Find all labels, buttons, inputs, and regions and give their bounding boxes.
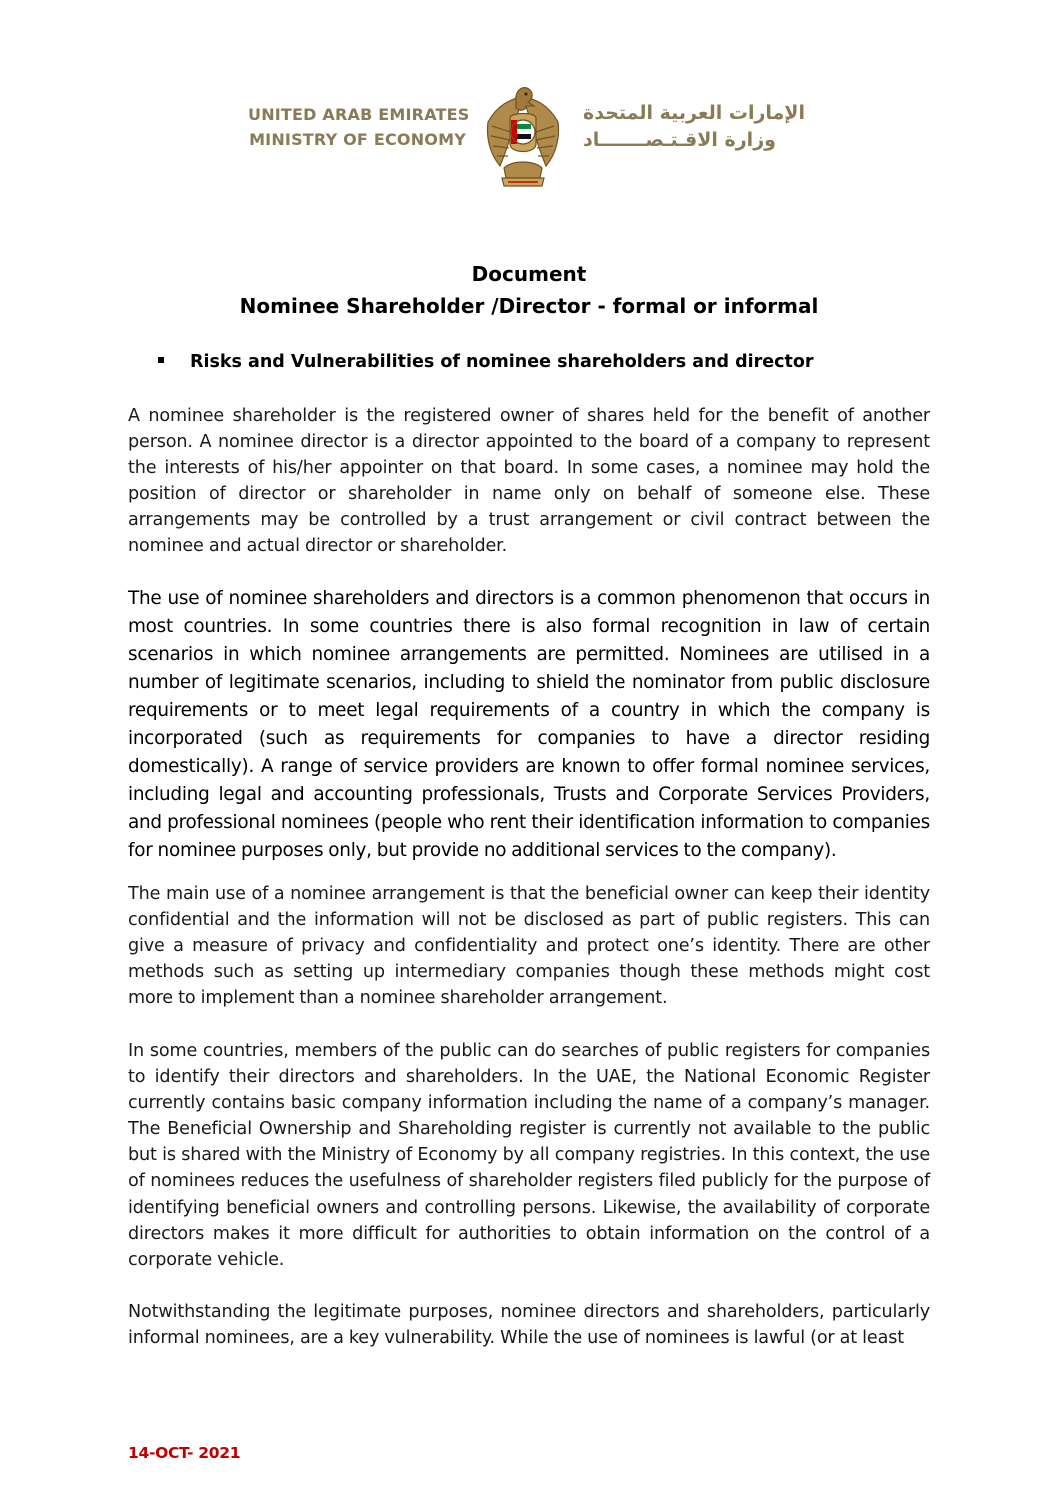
- ministry-ar-line-2: وزارة الاقـتـصـــــــاد: [583, 129, 776, 151]
- title-line-2: Nominee Shareholder /Director - formal or informal: [239, 294, 819, 318]
- paragraph-3: The main use of a nominee arrangement is that the beneficial owner can keep their identity confidential and the information will not be disclosed as part of public registers. This can give a measure of privacy and confidentiality and protect one’s identity. There are other methods such as setting up intermediary companies though these methods might cost more to implement than a nominee shareholder arrangement.: [128, 884, 930, 1009]
- ministry-en-line-1: UNITED ARAB EMIRATES: [248, 105, 470, 124]
- ministry-name-english: [248, 102, 470, 152]
- document-title: [0, 258, 1058, 322]
- ministry-name-arabic: [583, 100, 813, 154]
- footer-date: 14-OCT- 2021: [128, 1444, 241, 1462]
- square-bullet-icon: [158, 357, 164, 363]
- uae-falcon-emblem-icon: [480, 82, 566, 192]
- section-heading: [158, 348, 958, 376]
- paragraph-2: The use of nominee shareholders and directors is a common phenomenon that occurs in most countries. In some countries there is also formal recognition in law of certain scenarios in which nominee arrangements are permitted. Nominees are utilised in a number of legitimate scenarios, including to shield the nominator from public disclosure requirements or to meet legal requirements of a country in which the company is incorporated (such as requirements for companies to have a director residing domestically). A range of service providers are known to offer formal nominee services, including legal and accounting professionals, Trusts and Corporate Services Providers, and professional nominees (people who rent their identification information to companies for nominee purposes only, but provide no additional services to the company).: [128, 588, 930, 861]
- title-line-1: Document: [471, 262, 587, 286]
- section-heading-text: Risks and Vulnerabilities of nominee shareholders and director: [190, 352, 814, 372]
- paragraph-1: A nominee shareholder is the registered owner of shares held for the benefit of another person. A nominee director is a director appointed to the board of a company to represent the interests of his/her appointer on that board. In some cases, a nominee may hold the position of director or shareholder in name only on behalf of someone else. These arrangements may be controlled by a trust arrangement or civil contract between the nominee and actual director or shareholder.: [128, 406, 930, 557]
- letterhead: [0, 82, 1058, 192]
- paragraph-5: Notwithstanding the legitimate purposes, nominee directors and shareholders, particularly informal nominees, are a key vulnerability. While the use of nominees is lawful (or at least: [128, 1302, 930, 1349]
- ministry-ar-line-1: الإمارات العربية المتحدة: [583, 102, 805, 124]
- paragraph-4: In some countries, members of the public can do searches of public registers for companies to identify their directors and shareholders. In the UAE, the National Economic Register currently contains basic company information including the name of a company’s manager. The Beneficial Ownership and Shareholding register is currently not available to the public but is shared with the Ministry of Economy by all company registries. In this context, the use of nominees reduces the usefulness of shareholder registers filed publicly for the purpose of identifying beneficial owners and controlling persons. Likewise, the availability of corporate directors makes it more difficult for authorities to obtain information on the control of a corporate vehicle.: [128, 1041, 930, 1270]
- ministry-en-line-2: MINISTRY OF ECONOMY: [249, 130, 466, 149]
